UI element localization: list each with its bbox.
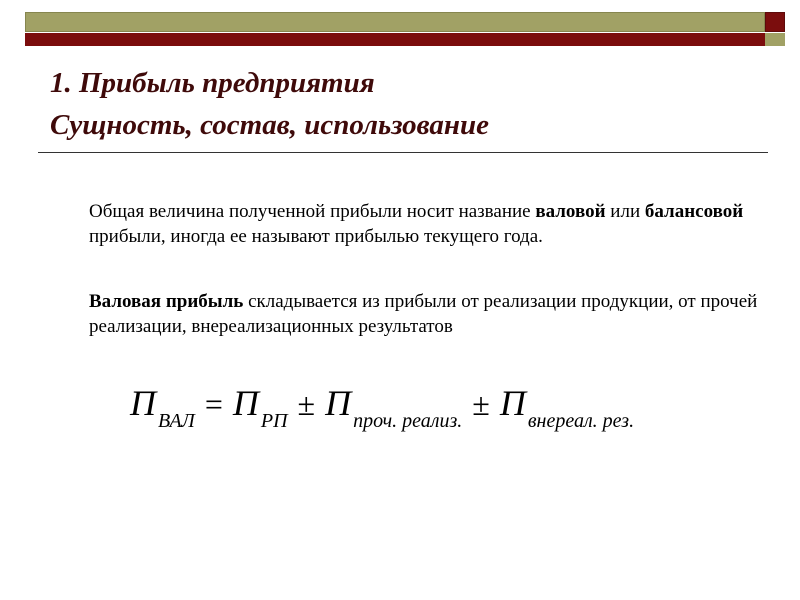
title-line-2: Сущность, состав, использование bbox=[50, 109, 490, 141]
paragraph-gross-profit-composition bbox=[89, 289, 759, 339]
slide-title bbox=[50, 62, 489, 146]
formula-subscript-val: ВАЛ bbox=[158, 410, 195, 432]
paragraph2-text-1: складывается из прибыли от реализации продукции, от прочей реализации, внереализационных результатов bbox=[89, 291, 758, 337]
formula-equals: = bbox=[204, 386, 223, 422]
paragraph1-text-1: Общая величина полученной прибыли носит название bbox=[89, 201, 536, 222]
paragraph2-bold-1: Валовая прибыль bbox=[89, 291, 244, 312]
paragraph1-bold-2: балансовой bbox=[644, 201, 744, 222]
formula-plus-minus-2: ± bbox=[472, 386, 490, 422]
header-maroon-bar bbox=[25, 33, 765, 46]
paragraph1-bold-1: валовой bbox=[535, 201, 606, 222]
gross-profit-formula bbox=[130, 382, 635, 432]
formula-plus-minus-1: ± bbox=[297, 386, 316, 422]
paragraph-gross-profit-definition bbox=[89, 199, 759, 249]
formula-subscript-rp: РП bbox=[260, 410, 288, 432]
formula-symbol-2: П bbox=[232, 383, 259, 423]
title-divider bbox=[38, 152, 768, 153]
header-olive-bar bbox=[25, 12, 765, 32]
paragraph1-text-3: прибыли, иногда ее называют прибылью текущего года. bbox=[89, 226, 543, 247]
paragraph1-text-2: или bbox=[605, 201, 645, 222]
formula-symbol-3: П bbox=[325, 383, 352, 423]
header-maroon-square bbox=[765, 12, 785, 32]
formula-symbol-1: П bbox=[130, 383, 156, 423]
formula-subscript-vnereal: внереал. рез. bbox=[527, 410, 635, 432]
title-line-1: 1. Прибыль предприятия bbox=[50, 67, 375, 99]
header-olive-square bbox=[765, 33, 785, 46]
formula-symbol-4: П bbox=[499, 383, 526, 423]
formula-subscript-proch: проч. реализ. bbox=[353, 410, 463, 432]
